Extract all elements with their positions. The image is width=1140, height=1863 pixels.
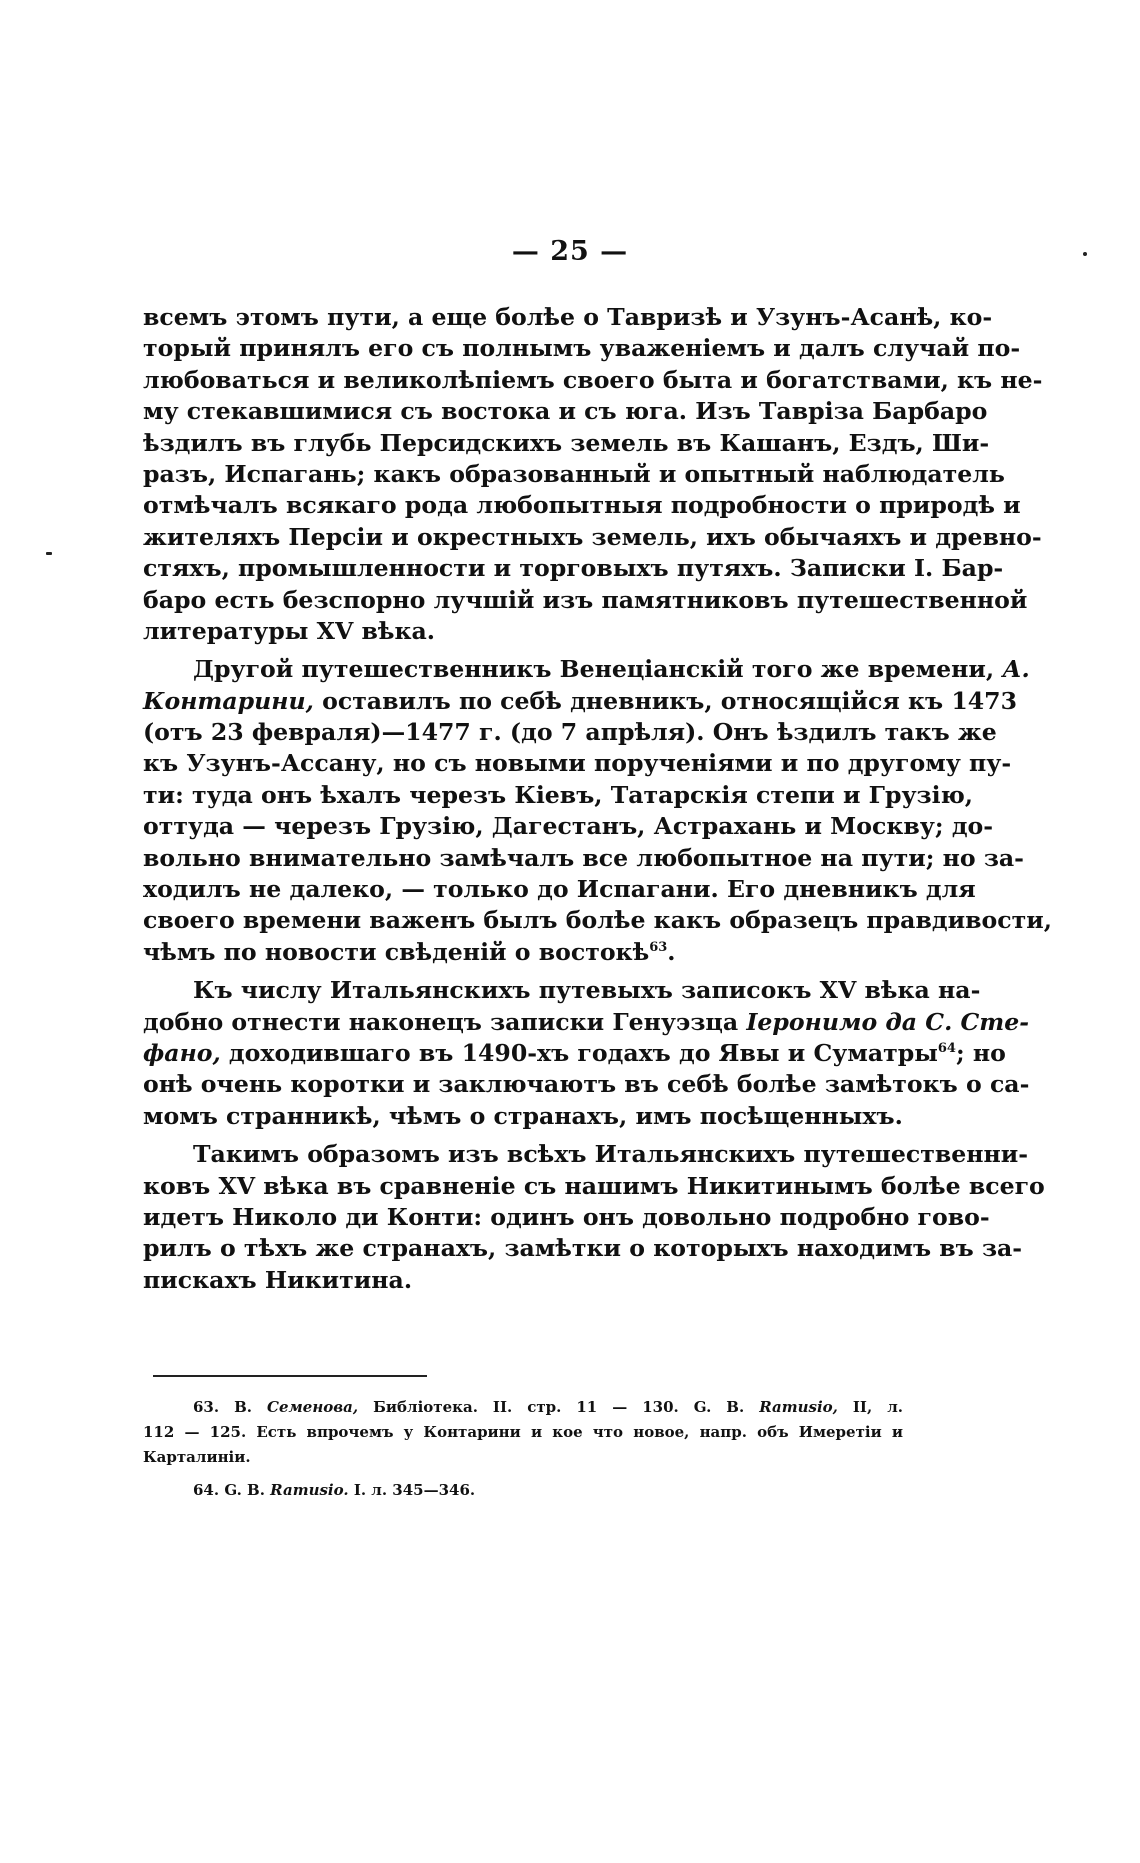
paragraph-gap xyxy=(143,968,903,975)
text-run: 64. G. B. xyxy=(193,1481,271,1499)
italic-text: Ramusio. xyxy=(270,1481,349,1499)
text-run: Библіотека. II. стр. 11 — 130. G. B. xyxy=(358,1398,760,1416)
text-line: Къ числу Итальянскихъ путевыхъ записокъ XV вѣка на- xyxy=(193,976,981,1005)
text-line: ѣздилъ въ глубь Персидскихъ земель въ Кашанъ, Ездъ, Ши- xyxy=(143,428,990,457)
text-line: рилъ о тѣхъ же странахъ, замѣтки о которыхъ находимъ въ за- xyxy=(143,1234,1023,1263)
footnote-ref: 63 xyxy=(649,939,668,955)
text-run: чѣмъ по новости свѣденій о востокѣ xyxy=(143,937,650,966)
text-line xyxy=(143,1478,903,1503)
paragraph-gap xyxy=(143,1132,903,1139)
text-run: I. л. 345—346. xyxy=(348,1481,476,1499)
main-text xyxy=(143,302,1052,1296)
footnotes xyxy=(143,1395,903,1503)
stray-mark xyxy=(46,552,52,555)
italic-text: А. xyxy=(1002,655,1030,684)
text-line: отмѣчалъ всякаго рода любопытныя подробности о природѣ и xyxy=(143,491,1021,520)
text-run: . xyxy=(667,937,676,966)
italic-text: Контарини, xyxy=(143,686,314,715)
text-line xyxy=(143,1395,903,1420)
text-line: оттуда — черезъ Грузію, Дагестанъ, Астрахань и Москву; до- xyxy=(143,812,994,841)
text-line: Такимъ образомъ изъ всѣхъ Итальянскихъ путешественни- xyxy=(193,1140,1029,1169)
footnote-gap xyxy=(143,1470,903,1478)
text-line xyxy=(143,654,1030,685)
text-line: торый принялъ его съ полнымъ уваженіемъ и далъ случай по- xyxy=(143,334,1021,363)
text-line: идетъ Николо ди Конти: одинъ онъ довольно подробно гово- xyxy=(143,1202,990,1231)
text-line: своего времени важенъ былъ болѣе какъ образецъ правдивости, xyxy=(143,906,1052,935)
text-line: разъ, Испагань; какъ образованный и опытный наблюдатель xyxy=(143,459,1005,488)
footnote-ref: 64 xyxy=(937,1041,956,1057)
text-line xyxy=(143,686,1017,717)
text-line: всемъ этомъ пути, а еще болѣе о Тавризѣ и Узунъ-Асанѣ, ко- xyxy=(143,303,993,331)
italic-text: Семенова, xyxy=(267,1398,359,1416)
text-run: Другой путешественникъ Венеціанскій того же времени, xyxy=(193,655,1003,684)
italic-text: Ramusio, xyxy=(759,1398,838,1416)
text-line: вольно внимательно замѣчалъ все любопытное на пути; но за- xyxy=(143,843,1024,872)
text-run: оставилъ по себѣ дневникъ, относящійся къ 1473 xyxy=(313,686,1017,715)
text-line: ковъ XV вѣка въ сравненіе съ нашимъ Никитинымъ болѣе всего xyxy=(143,1171,1045,1200)
text-line: онѣ очень коротки и заключаютъ въ себѣ болѣе замѣтокъ о са- xyxy=(143,1070,1030,1099)
stray-mark xyxy=(1083,252,1087,256)
text-line: му стекавшимися съ востока и съ юга. Изъ Тавріза Барбаро xyxy=(143,397,988,426)
text-run: 63. В. xyxy=(193,1398,268,1416)
text-line: баро есть безспорно лучшій изъ памятниковъ путешественной xyxy=(143,585,1028,614)
text-line: жителяхъ Персіи и окрестныхъ земель, ихъ обычаяхъ и древно- xyxy=(143,522,1042,551)
text-line: 112 — 125. Есть впрочемъ у Контарини и кое что новое, напр. объ Имеретіи и xyxy=(143,1423,903,1441)
text-run: доходившаго въ 1490-хъ годахъ до Явы и Суматры xyxy=(220,1038,938,1067)
paragraph-gap xyxy=(143,647,903,654)
text-line: ти: туда онъ ѣхалъ черезъ Кіевъ, Татарскія степи и Грузію, xyxy=(143,780,973,809)
text-line: ходилъ не далеко, — только до Испагани. Его дневникъ для xyxy=(143,875,976,904)
text-line: къ Узунъ-Ассану, но съ новыми порученіями и по другому пу- xyxy=(143,749,1012,778)
text-line: стяхъ, промышленности и торговыхъ путяхъ. Записки І. Бар- xyxy=(143,554,1004,583)
text-line: момъ странникѣ, чѣмъ о странахъ, имъ посѣщенныхъ. xyxy=(143,1101,903,1130)
italic-text: Іеронимо да С. Сте- xyxy=(746,1007,1030,1036)
text-line xyxy=(143,1007,1030,1038)
italic-text: фано, xyxy=(143,1038,221,1067)
text-line: любоваться и великолѣпіемъ своего быта и богатствами, къ не- xyxy=(143,365,1043,394)
text-run: добно отнести наконецъ записки Генуэзца xyxy=(143,1007,747,1036)
page-number: — 25 — xyxy=(511,236,629,267)
text-run: II, л. xyxy=(837,1398,903,1416)
text-line xyxy=(143,937,903,968)
text-line: литературы XV вѣка. xyxy=(143,616,435,645)
text-line: Карталиніи. xyxy=(143,1448,251,1466)
text-run: ; но xyxy=(955,1038,1006,1067)
text-line xyxy=(143,1038,1006,1069)
text-line: пискахъ Никитина. xyxy=(143,1265,413,1294)
text-line: (отъ 23 февраля)—1477 г. (до 7 апрѣля). Онъ ѣздилъ такъ же xyxy=(143,718,997,747)
footnote-rule xyxy=(153,1375,427,1377)
